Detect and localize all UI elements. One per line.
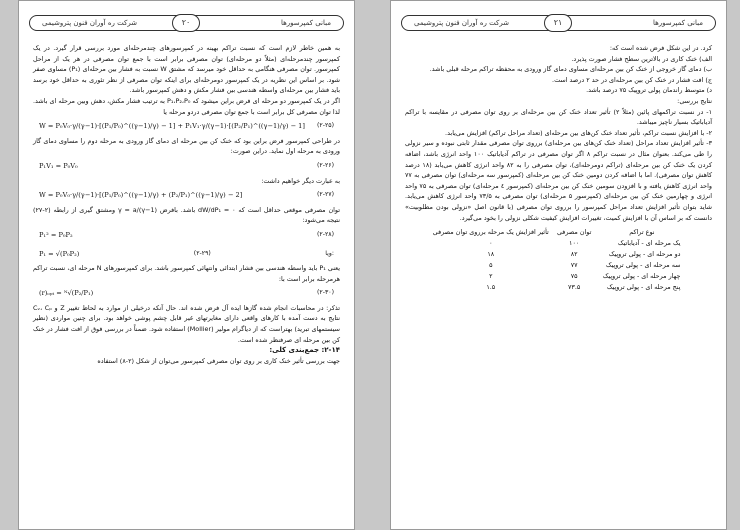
page-body [33,43,340,366]
paragraph: کرد. در این شکل فرض شده است که: [609,44,712,52]
page-header [29,15,344,31]
cell-type: دو مرحله ای - پولی تروپیک [608,250,681,259]
equation-number: (۲-۲۷) [316,191,334,199]
page-20 [18,0,355,530]
cell-type: یک مرحله ای - آدیاباتیک [617,239,681,248]
paragraph: توان مصرفی موقعی حداقل است که dW/dP₁ = ۰ باشد. بافرض (γ−1)/γ = a ومشتق گیری از رابطه (۲-۲۷) نتیجه می‌شود: [33,205,340,225]
table-row [427,249,691,260]
equation-text: W = P₀V₀·γ/(γ−1)·[(P₁/P₀)^((γ−1)/γ) − 1] + P₁V₁·γ/(γ−1)·[(P₂/P₁)^((γ−1)/γ) − 1] [39,122,305,131]
page-header [401,15,716,31]
cell-power: ۷۷ [570,261,578,270]
column-header-type: نوع تراکم [629,228,655,237]
equation-2-27 [33,186,340,205]
result-item: ۲- با افزایش نسبت تراکم، تأثیر تعداد خنک کن‌های بین مرحله‌ای (تعداد مراحل تراکم) افزایش می‌یابد. [445,128,712,137]
header-title: مبانی کمپرسورها [652,19,703,27]
result-item: ۳- تأثیر افزایش تعداد مراحل (تعداد خنک کن‌های بین مرحله‌ای) برروی توان مصرفی مقدار ثابتی نبوده و سیر نزولی را طی می‌کند. بعنوان مثال در نسبت تراکم ۸ اگر توان مصرفی در تراکم آدیاباتیک ۱۰۰ واحد انرژی باشد، اضافه کردن یک خنک کن بین مرحله‌ای (تراکم دومرحله‌ای)، توان مصرفی را به ۸۲ واحد انرژی کاهش می‌یابد (۱۸ درصد کاهش توان مصرفی). اما با اضافه کردن دومین خنک کن بین مرحله‌ای (کمپرسور سه مرحله‌ای) توان مصرفی به ۷۷ واحد انرژی کاهش یافته و با افزودن سومین خنک کن بین مرحله‌ای (کمپرسور ٤ مرحله‌ای) توان مصرفی به ۷۵ واحد انرژی و چهارمین خنک کن بین مرحله‌ای (کمپرسور ۵ مرحله‌ای) توان مصرفی به ۷۳/۵ واحد انرژی کاهش می‌یابد. شاید بتوان تأثیر افزایش تعداد مراحل کمپرسور را برروی توان مصرفی (با قانون اصل «نزولی بودن مطلوبیت» دانست که بر اساس آن با افزایش کمیت، تغییرات افزایش کیفیت شکلی نزولی را بخود می‌گیرد. [405,139,713,222]
assumption-item: ب) دمای گاز خروجی از خنک کن بین مرحله‌ای مساوی دمای گاز ورودی به محفظه تراکم مرحله قبلی باشد. [429,65,712,74]
cell-effect: ۲ [489,272,493,281]
table-header-row [427,227,691,238]
cell-power: ۱۰۰ [569,239,580,248]
cell-power: ۷۵ [570,272,578,281]
column-header-power: توان مصرفی [556,228,592,237]
cell-effect: ۰ [489,239,493,248]
paragraph: اگر در یک کمپرسور دو مرحله ای فرض براین میشود که P₁،P₂،P₀ به ترتیب فشار مکش، دهش وبین مرحله ای باشد. لذا توان مصرفی کل برابر است با جمع توان مصرفی دردو مرحله یا [33,96,340,116]
page-21 [390,0,727,530]
equation-text: P₁² = P₀P₂ [39,230,73,239]
paragraph: یعنی P₁ باید واسطه هندسی بین فشار ابتدائی وانتهائی کمپرسور باشد. برای کمپرسورهای N مرحله ای، نسبت تراکم هرمرحله برابر است با: [33,264,340,283]
cell-type: سه مرحله ای - پولی تروپیک [605,261,681,270]
paragraph: به عبارت دیگر خواهیم داشت: [261,176,340,185]
cell-power: ۸۲ [570,250,578,259]
paragraph: در طراحی کمپرسور فرض براین بود که خنک کن بین مرحله ای دمای گاز ورودی به مرحله دوم را مساوی دمای گاز ورودی به مرحله اول نماید. دراین صورت: [33,136,340,156]
results-title: نتایج بررسی: [677,96,712,105]
equation-text: (r)ₒₚₜ = ᴺ√(P₂/P₁) [39,289,94,298]
cell-effect: ۵ [489,261,493,270]
page-number: ۲۰ [172,14,200,32]
equation-number: (۲-۲۵) [316,122,334,130]
result-item: ۱- در نسبت تراکمهای پائین (مثلاً ۲) تأثیر تعداد خنک کن بین مرحله‌ای بر روی توان مصرفی در مقایسه با تراکم آدیاباتیک بسیار ناچیز میباشد. [405,107,712,127]
equation-2-25 [33,117,340,136]
page-number: ۲۱ [544,14,572,32]
equation-number: (۲-۲۹) [193,249,211,257]
equation-number: (۲-۲۸) [316,230,334,238]
equation-2-29 [33,245,340,264]
table-row [427,238,691,249]
cell-type: پنج مرحله ای - پولی تروپیک [606,283,681,292]
assumption-item: ج) افت فشار در خنک کن بین مرحله‌ای در حد ۲ درصد است. [552,75,712,84]
equation-2-26 [33,157,340,176]
header-company: شرکت ره آوران فنون پتروشیمی [42,19,138,27]
equation-2-30 [33,284,340,303]
cell-effect: ۱۸ [487,250,495,259]
equation-text: P₁V₁ = P₀V₀ [39,161,78,170]
table-row [427,271,691,282]
table-row [427,260,691,271]
section-title: ۲-۱۴: جمع‌بندی کلی: [269,346,340,355]
header-title: مبانی کمپرسورها [280,19,331,27]
paragraph: به همین خاطر لازم است که نسبت تراکم بهینه در کمپرسورهای چندمرحله‌ای مورد بررسی قرار گیرد. در یک کمپرسور چندمرحله‌ای (مثلاً دو مرحله‌ای) توان مصرفی برابر است با جمع توان مصرفی در هر یک از مراحل کمپرسور. توان مصرفی هنگامی به حداقل خود میرسد که مشتق W نسبت به فشار بین مرحله‌ای (P₁) مساوی صفر شود. بر اساس این نظریه در یک کمپرسور دومرحله‌ای برای اینکه توان مصرفی از نظر تئوری به حداقل خود برسد باید فشار بین مرحله‌ای واسطه هندسی بین فشار مکش و دهش کمپرسور باشد. [33,44,340,95]
equation-number: (۲-۲۶) [316,161,334,169]
assumption-item: الف) خنک کاری در بالاترین سطح فشار صورت پذیرد. [571,54,712,63]
note-paragraph: تذکر: در محاسبات انجام شده گازها ایده آل فرض شده اند. حال آنکه درخیلی از موارد به لحاظ تغییر Z و Cᵥ، Cₚ نتایج به دست آمده با کارهای واقعی دارای مغایرتهای غیر قابل چشم پوشی خواهد بود. برای چنین مواردی (نظیر سیستمهای تبرید) بهتراست که از دیاگرام مولیر (Mollier) استفاده شود. ضمناً در بررسی فوق از افت فشار در خنک کن بین مرحله ای صرفنظر شده است. [33,303,340,344]
equation-text: W = P₀V₀·γ/(γ−1)·[(P₁/P₀)^((γ−1)/γ) + (P₂/P₁)^((γ−1)/γ) − 2] [39,191,243,200]
page-body [405,43,712,293]
assumption-item: د) متوسط راندمان پولی تروپیک ۷۵ درصد باشد. [586,86,712,95]
compression-table [427,227,691,293]
table-row [427,282,691,293]
equation-word: ویا: [325,249,334,257]
cell-power: ۷۳.۵ [568,283,581,292]
equation-text: P₁ = √(P₀P₂) [39,249,80,258]
cell-type: چهار مرحله ای - پولی تروپیک [602,272,681,281]
paragraph: جهت بررسی تأثیر خنک کاری بر روی توان مصرفی کمپرسور می‌توان از شکل (۲-۸) استفاده [97,356,340,365]
column-header-effect: تأثیر افزایش یک مرحله برروی توان مصرفی [432,228,549,237]
cell-effect: ۱.۵ [486,283,496,292]
equation-number: (۲-۳۰) [316,289,334,297]
header-company: شرکت ره آوران فنون پتروشیمی [414,19,510,27]
equation-2-28 [33,226,340,245]
